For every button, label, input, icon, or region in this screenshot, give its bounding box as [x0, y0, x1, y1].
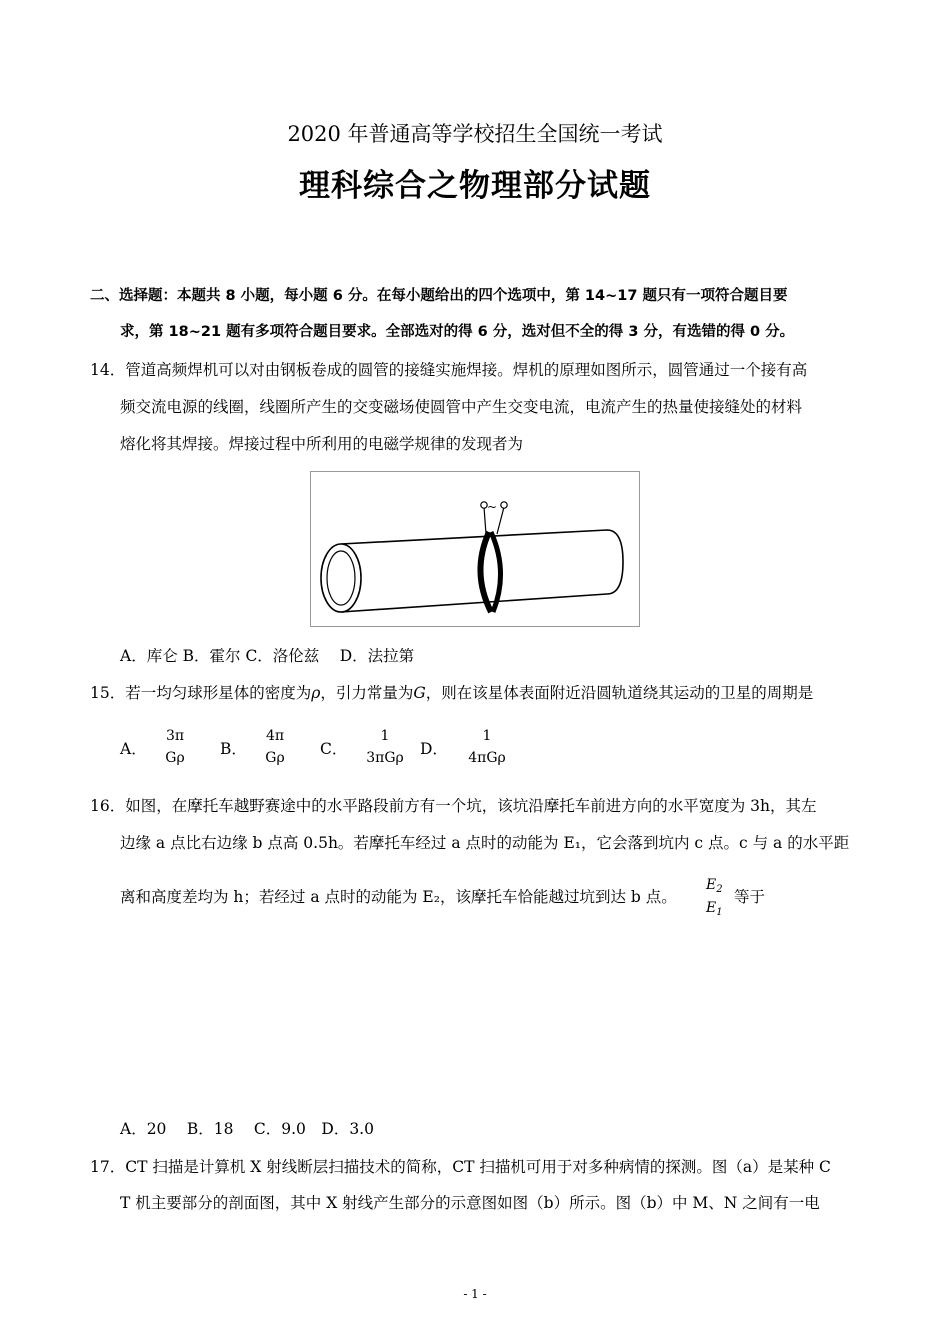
q16-stem-line3: 离和高度差均为 h；若经过 a 点时的动能为 E₂，该摩托车恰能越过坑到达 b 点。: [120, 888, 677, 906]
q15-option-a-fraction: 3π Gρ: [165, 728, 185, 766]
q14-stem-line1: 14．管道高频焊机可以对由钢板卷成的圆管的接缝实施焊接。焊机的原理如图所示，圆管通过一个接有高: [90, 361, 808, 379]
pipe-welding-figure: [310, 471, 640, 627]
paper-subtitle: 理科综合之物理部分试题: [299, 168, 651, 204]
q14-options: A．库仑 B．霍尔 C．洛伦兹 D．法拉第: [120, 647, 415, 665]
q15-option-c-fraction: 1 3πGρ: [366, 728, 404, 766]
q15-option-b-label: B．: [220, 740, 247, 758]
q16-energy-ratio: $E_2$ $E_1$: [706, 877, 723, 918]
exam-title: 2020 年普通高等学校招生全国统一考试: [287, 122, 663, 146]
page-number: - 1 -: [463, 1287, 487, 1301]
q15-option-b-fraction: 4π Gρ: [265, 728, 285, 766]
section-instructions-line1: 二、选择题：本题共 8 小题，每小题 6 分。在每小题给出的四个选项中，第 14~17 题只有一项符合题目要: [90, 288, 788, 304]
q14-stem-line2: 频交流电源的线圈，线圈所产生的交变磁场使圆管中产生交变电流，电流产生的热量使接缝处的材料: [120, 398, 803, 416]
q17-stem-line1: 17．CT 扫描是计算机 X 射线断层扫描技术的简称，CT 扫描机可用于对多种病情的探测。图（a）是某种 C: [90, 1158, 831, 1176]
q15-option-d-label: D．: [420, 740, 448, 758]
section-instructions-line2: 求，第 18~21 题有多项符合题目要求。全部选对的得 6 分，选对但不全的得 3 分，有选错的得 0 分。: [120, 324, 795, 340]
q15-option-a-label: A．: [120, 740, 147, 758]
pipe-coil-diagram: [311, 472, 639, 626]
q16-stem-line2: 边缘 a 点比右边缘 b 点高 0.5h。若摩托车经过 a 点时的动能为 E₁，它会落到坑内 c 点。c 与 a 的水平距: [120, 834, 850, 852]
q16-stem-line1: 16．如图，在摩托车越野赛途中的水平路段前方有一个坑，该坑沿摩托车前进方向的水平宽度为 3h，其左: [90, 797, 817, 815]
q14-stem-line3: 熔化将其焊接。焊接过程中所利用的电磁学规律的发现者为: [120, 435, 524, 453]
q16-options: A．20 B．18 C．9.0 D．3.0: [120, 1120, 374, 1138]
q15-option-c-label: C．: [320, 740, 348, 758]
ac-source-symbol: ~: [487, 500, 498, 514]
q17-stem-line2: T 机主要部分的剖面图，其中 X 射线产生部分的示意图如图（b）所示。图（b）中 M、N 之间有一电: [120, 1194, 820, 1212]
q16-ratio-tail: 等于: [734, 888, 766, 906]
q15-option-d-fraction: 1 4πGρ: [468, 728, 506, 766]
q15-stem: 15．若一均匀球形星体的密度为ρ，引力常量为G，则在该星体表面附近沿圆轨道绕其运动的卫星的周期是: [90, 684, 814, 702]
